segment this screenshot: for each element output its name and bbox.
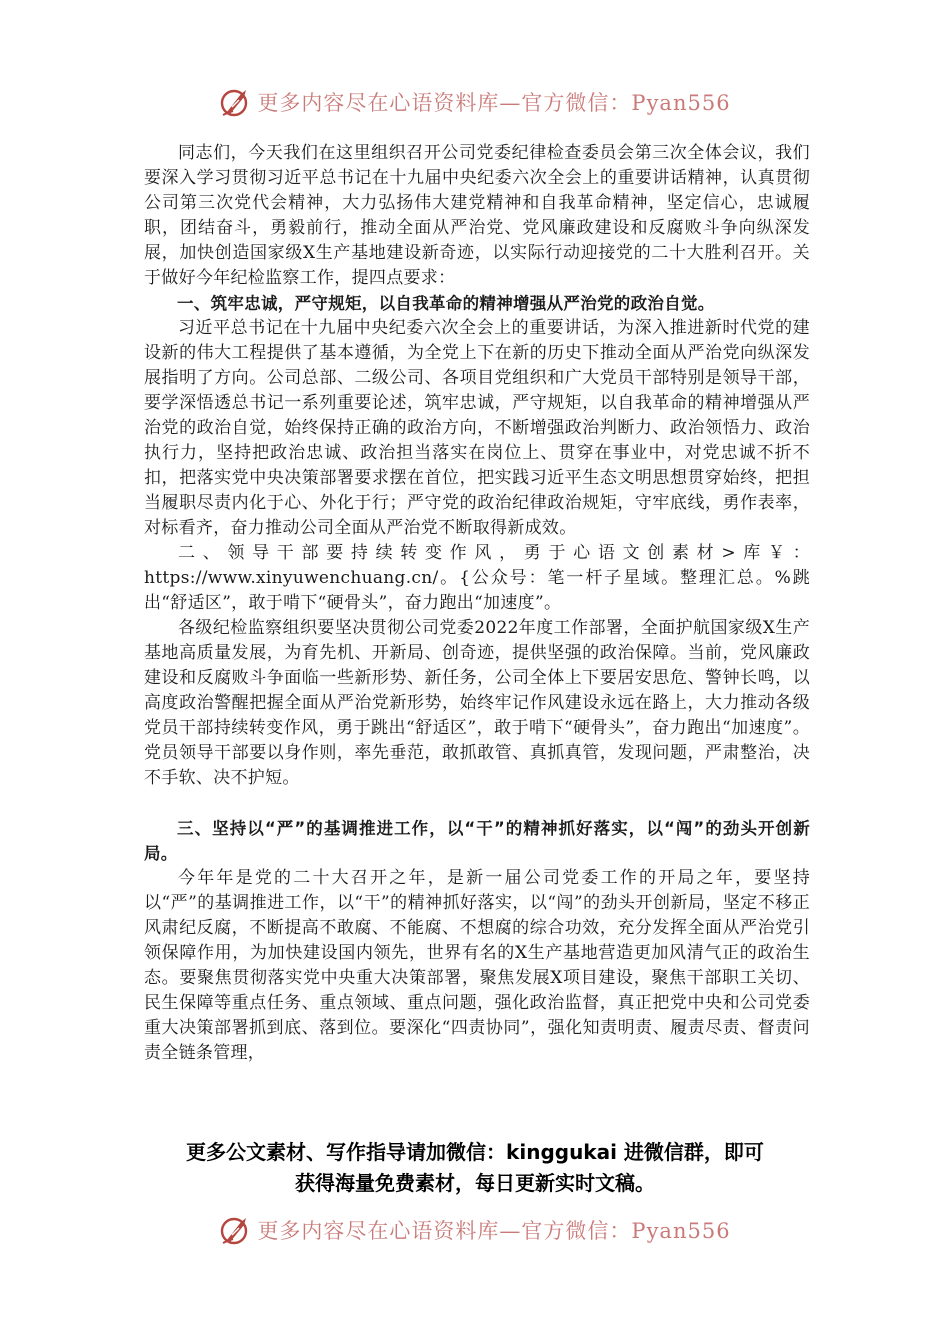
watermark-banner-top bbox=[0, 82, 950, 122]
footer-note-line-2: 获得海量免费素材，每日更新实时文稿。 bbox=[295, 1171, 655, 1195]
footer-promo-note bbox=[0, 1137, 950, 1199]
watermark-banner-bottom bbox=[0, 1210, 950, 1250]
watermark-text: 更多内容尽在心语资料库—官方微信：Pyan556 bbox=[257, 1219, 731, 1243]
section-heading-1: 一、筑牢忠诚，严守规矩，以自我革命的精神增强从严治党的政治自觉。 bbox=[177, 294, 715, 313]
pen-nib-logo-icon bbox=[219, 85, 253, 119]
section-heading-3: 三、坚持以“严”的基调推进工作，以“干”的精神抓好落实，以“闯”的劲头开创新局。 bbox=[144, 819, 810, 863]
section-1-paragraph: 习近平总书记在十九届中央纪委六次全会上的重要讲话，为深入推进新时代党的建设新的伟大工程提供了基本遵循，为全党上下在新的历史下推动全面从严治党向纵深发展指明了方向。公司总部、二级公司、各项目党组织和广大党员干部特别是领导干部，要学深悟透总书记一系列重要论述，筑牢忠诚，严守规矩，以自我革命的精神增强从严治党的政治自觉，始终保持正确的政治方向，不断增强政治判断力、政治领悟力、政治执行力，坚持把政治忠诚、政治担当落实在岗位上、贯穿在事业中，对党忠诚不折不扣，把落实党中央决策部署要求摆在首位，把实践习近平生态文明思想贯穿始终，把担当履职尽责内化于心、外化于行；严守党的政治纪律政治规矩，守牢底线，勇作表率，对标看齐，奋力推动公司全面从严治党不断取得新成效。 bbox=[144, 318, 810, 538]
watermark-text: 更多内容尽在心语资料库—官方微信：Pyan556 bbox=[257, 91, 731, 115]
section-heading-2: 二、领导干部要持续转变作风，勇于心语文创素材>库￥：https://www.xinyuwenchuang.cn/。{公众号：笔一杆子星域。整理汇总。%跳出“舒适区”，敢于啃下“硬骨头”，奋力跑出“加速度”。 bbox=[144, 543, 810, 613]
document-body bbox=[144, 141, 810, 1066]
section-3-paragraph: 今年年是党的二十大召开之年，是新一届公司党委工作的开局之年，要坚持以“严”的基调推进工作，以“干”的精神抓好落实，以“闯”的劲头开创新局，坚定不移正风肃纪反腐，不断提高不敢腐、不能腐、不想腐的综合功效，充分发挥全面从严治党引领保障作用，为加快建设国内领先，世界有名的X生产基地营造更加风清气正的政治生态。要聚焦贯彻落实党中央重大决策部署，聚焦发展X项目建设，聚焦干部职工关切、民生保障等重点任务、重点领域、重点问题，强化政治监督，真正把党中央和公司党委重大决策部署抓到底、落到位。要深化“四责协同”，强化知责明责、履责尽责、督责问责全链条管理， bbox=[144, 868, 810, 1063]
section-2-paragraph: 各级纪检监察组织要坚决贯彻公司党委2022年度工作部署，全面护航国家级X生产基地高质量发展，为育先机、开新局、创奇迹，提供坚强的政治保障。当前，党风廉政建设和反腐败斗争面临一些新形势、新任务，公司全体上下要居安思危、警钟长鸣，以高度政治警醒把握全面从严治党新形势，始终牢记作风建设永远在路上，大力推动各级党员干部持续转变作风，勇于跳出“舒适区”，敢于啃下“硬骨头”，奋力跑出“加速度”。党员领导干部要以身作则，率先垂范，敢抓敢管、真抓真管，发现问题，严肃整治，决不手软、决不护短。 bbox=[144, 618, 810, 788]
footer-note-line-1: 更多公文素材、写作指导请加微信：kinggukai 进微信群，即可 bbox=[186, 1140, 764, 1164]
intro-paragraph: 同志们，今天我们在这里组织召开公司党委纪律检查委员会第三次全体会议，我们要深入学习贯彻习近平总书记在十九届中央纪委六次全会上的重要讲话精神，认真贯彻公司第三次党代会精神，大力弘扬伟大建党精神和自我革命精神，坚定信心，忠诚履职，团结奋斗，勇毅前行，推动全面从严治党、党风廉政建设和反腐败斗争向纵深发展，加快创造国家级X生产基地建设新奇迹，以实际行动迎接党的二十大胜利召开。关于做好今年纪检监察工作，提四点要求： bbox=[144, 143, 810, 288]
pen-nib-logo-icon bbox=[219, 1213, 253, 1247]
